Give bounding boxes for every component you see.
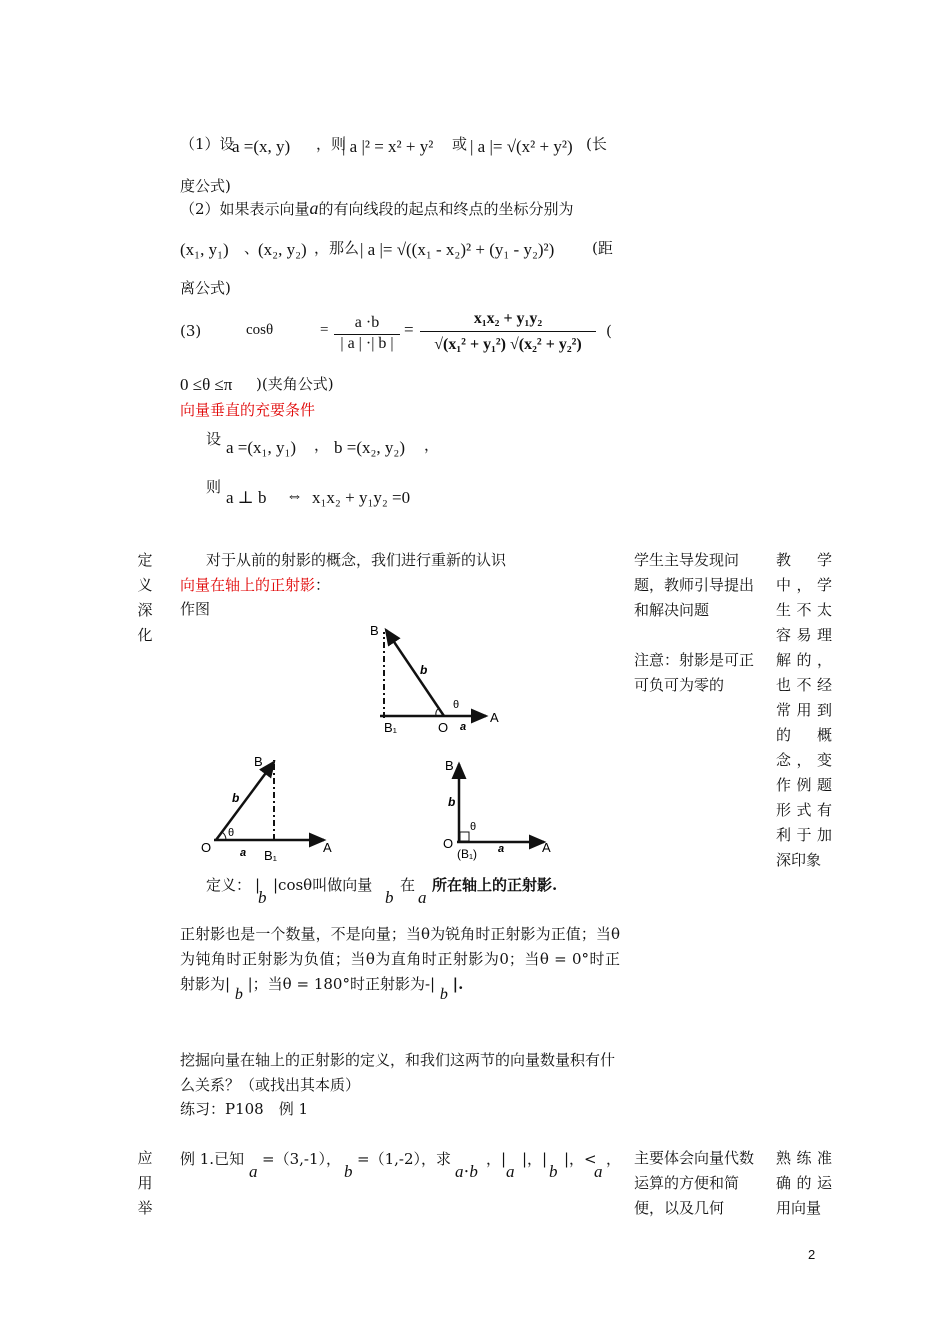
projection-paragraph-b: b — [234, 986, 243, 1003]
formula-2-intro-text: （2）如果表示向量 — [180, 200, 310, 218]
section-label-char: 应 — [137, 1149, 153, 1167]
example-vector-b-2: b — [549, 1162, 558, 1181]
right-angle-mark — [460, 832, 469, 841]
projection-paragraph-text: 正射影也是一个数量，不是向量；当θ为锐角时正射影为正值；当θ为钝角时正射影为负值；当θ为直角时正射影为0；当θ = 0°时正射影为| — [180, 925, 620, 993]
page-number: 2 — [808, 1247, 816, 1262]
example-a-value: =（3,-1）， — [262, 1150, 341, 1168]
section-label-char: 用 — [137, 1174, 153, 1192]
section-label-apply — [135, 1146, 155, 1221]
apply-teaching-note: 主要体会向量代数运算的方便和简便，以及几何 — [634, 1149, 755, 1217]
definition-in: 在 — [400, 876, 416, 894]
perpendicular-equation: x₁x₂ + y₁y₂ =0 — [312, 488, 411, 507]
definition-bar: | — [255, 876, 261, 894]
example-vector-a-2: a — [506, 1162, 515, 1181]
definition-suffix: 所在轴上的正射影. — [432, 876, 558, 894]
fraction-bar — [420, 331, 596, 332]
formula-2-vector-a: a — [309, 198, 319, 218]
example-dot-product: a⋅b — [455, 1162, 478, 1181]
formula-1-norm-squared: | a |² = x² + y² — [342, 137, 434, 156]
projection-diagram-right-angle — [440, 752, 560, 864]
formula-3-fraction-1 — [334, 314, 400, 353]
formula-3-cos: cosθ — [246, 322, 274, 338]
label-A: A — [323, 840, 332, 855]
dig-question: 挖掘向量在轴上的正射影的定义，和我们这两节的向量数量积有什么关系？（或找出其本质） — [180, 1051, 616, 1094]
example-vector-a: a — [249, 1162, 258, 1181]
label-vector-b: b — [448, 795, 456, 809]
formula-1-norm: | a |= √(x² + y²) — [470, 137, 573, 156]
label-B1: B₁ — [384, 720, 398, 735]
label-vector-b: b — [420, 663, 428, 677]
projection-diagram-obtuse — [360, 618, 510, 740]
formula-2-suffix-line2: 离公式) — [180, 279, 231, 297]
formula-3-equals: = — [320, 322, 329, 338]
projection-paragraph-b-2: b — [439, 986, 448, 1003]
example-vector-a-3: a — [594, 1162, 603, 1181]
formula-2-point2: (x₂, y₂) — [258, 240, 307, 259]
perpendicular-b-definition: b =(x₂, y₂) — [334, 438, 406, 457]
label-B: B — [445, 758, 454, 773]
formula-1-or: 或 — [452, 135, 468, 153]
example-label: 例 1.已知 — [180, 1150, 245, 1168]
formula-2-then: ，那么 — [314, 239, 360, 257]
label-B: B — [370, 623, 379, 638]
example-rest-3: |，< — [564, 1150, 597, 1168]
label-vector-b: b — [232, 791, 240, 805]
formula-2-distance: | a |= √((x₁ - x₂)² + (y₁ - y₂)²) — [360, 240, 555, 259]
section-label-deepen — [135, 548, 155, 648]
perpendicular-then: 则 — [206, 478, 222, 496]
example-rest-2: |，| — [522, 1150, 548, 1168]
definition-b: b — [258, 888, 267, 907]
formula-3-numerator-1: a ·b — [354, 314, 380, 331]
practice-reference: 练习：P108 例 1 — [180, 1100, 309, 1118]
formula-3-denominator-2: √(x₁² + y₁²) √(x₂² + y₂²) — [434, 336, 582, 353]
formula-3-range-suffix: )(夹角公式) — [256, 375, 334, 393]
vector-b-arrow — [386, 630, 444, 716]
label-B1: B₁ — [264, 848, 278, 863]
perpendicular-set: 设 — [206, 430, 222, 448]
section-label-char: 深 — [137, 601, 153, 619]
projection-heading — [180, 574, 330, 596]
teaching-note-2: 注意：射影是可正可负可为零的 — [634, 651, 755, 694]
formula-2-point1: (x₁, y₁) — [180, 240, 229, 259]
section-label-char: 化 — [137, 626, 153, 644]
example-rest-4: ， — [606, 1150, 622, 1168]
apply-design-note: 熟练准确的运用向量 — [776, 1149, 832, 1217]
label-O: O — [438, 720, 449, 735]
definition-mid: |cosθ叫做向量 — [273, 876, 373, 894]
formula-1-suffix: (长 — [586, 135, 607, 153]
perpendicular-heading: 向量垂直的充要条件 — [180, 401, 316, 419]
projection-diagram-acute — [198, 752, 338, 864]
label-A: A — [542, 840, 551, 855]
label-theta: θ — [470, 821, 477, 833]
label-vector-a: a — [460, 721, 467, 733]
definition-a: a — [418, 888, 427, 907]
perpendicular-iff: ⇔ — [286, 486, 303, 505]
formula-3-paren: ( — [606, 322, 612, 340]
perpendicular-condition: a ⊥ b — [226, 488, 267, 507]
formula-3-range: 0 ≤θ ≤π — [180, 375, 233, 394]
label-B1: (B₁) — [457, 847, 478, 861]
perpendicular-comma-2: ， — [424, 436, 440, 454]
formula-3-equals-2: = — [404, 320, 414, 339]
label-vector-a: a — [498, 843, 505, 855]
perpendicular-comma-1: ， — [314, 436, 330, 454]
example-b-value: =（1,-2），求 — [357, 1150, 451, 1168]
teaching-note-1: 学生主导发现问题，教师引导提出和解决问题 — [634, 551, 755, 619]
definition-b-2: b — [385, 888, 394, 907]
formula-1-vector-definition: a =(x, y) — [232, 137, 291, 156]
draw-label: 作图 — [180, 600, 211, 618]
label-theta: θ — [228, 827, 235, 839]
projection-heading-text: 向量在轴上的正射影 — [180, 576, 316, 594]
formula-1-then: ，则 — [316, 135, 347, 153]
formula-2-separator: 、 — [244, 239, 260, 257]
example-rest-1: ，| — [486, 1150, 507, 1168]
label-O: O — [443, 836, 454, 851]
example-vector-b: b — [344, 1162, 353, 1181]
deepen-intro: 对于从前的射影的概念，我们进行重新的认识 — [206, 551, 507, 569]
perpendicular-a-definition: a =(x₁, y₁) — [226, 438, 297, 457]
vector-b-arrow — [216, 762, 274, 840]
formula-2-intro — [180, 197, 574, 220]
formula-3-label: (3) — [180, 322, 202, 340]
label-A: A — [490, 710, 499, 725]
label-theta: θ — [453, 699, 460, 711]
formula-2-intro-text-2: 的有向线段的起点和终点的坐标分别为 — [318, 200, 574, 218]
label-B: B — [254, 754, 263, 769]
formula-1-label: （1）设 — [180, 135, 235, 153]
section-label-char: 定 — [137, 551, 153, 569]
design-note: 教学中，学生不太容易理解的，也不经常用到的概念，变作例题形式有利于加深印象 — [776, 551, 832, 869]
formula-3-numerator-2: x₁x₂ + y₁y₂ — [473, 310, 543, 327]
projection-heading-colon: ： — [315, 576, 331, 594]
projection-paragraph-end: |. — [452, 975, 464, 993]
label-vector-a: a — [240, 847, 247, 859]
formula-2-suffix: (距 — [592, 239, 613, 257]
projection-paragraph — [180, 922, 620, 1003]
definition-prefix: 定义： — [206, 876, 252, 894]
section-label-char: 举 — [137, 1199, 153, 1217]
projection-paragraph-mid: |；当θ = 180°时正射影为-| — [247, 975, 436, 993]
label-O: O — [201, 840, 212, 855]
section-label-char: 义 — [137, 576, 153, 594]
formula-3-fraction-2 — [420, 310, 596, 354]
formula-1-suffix-line2: 度公式) — [180, 177, 231, 195]
formula-3-denominator-1: | a | ·| b | — [340, 335, 394, 352]
definition-suffix-text: 所在轴上的正射影 — [432, 876, 553, 894]
